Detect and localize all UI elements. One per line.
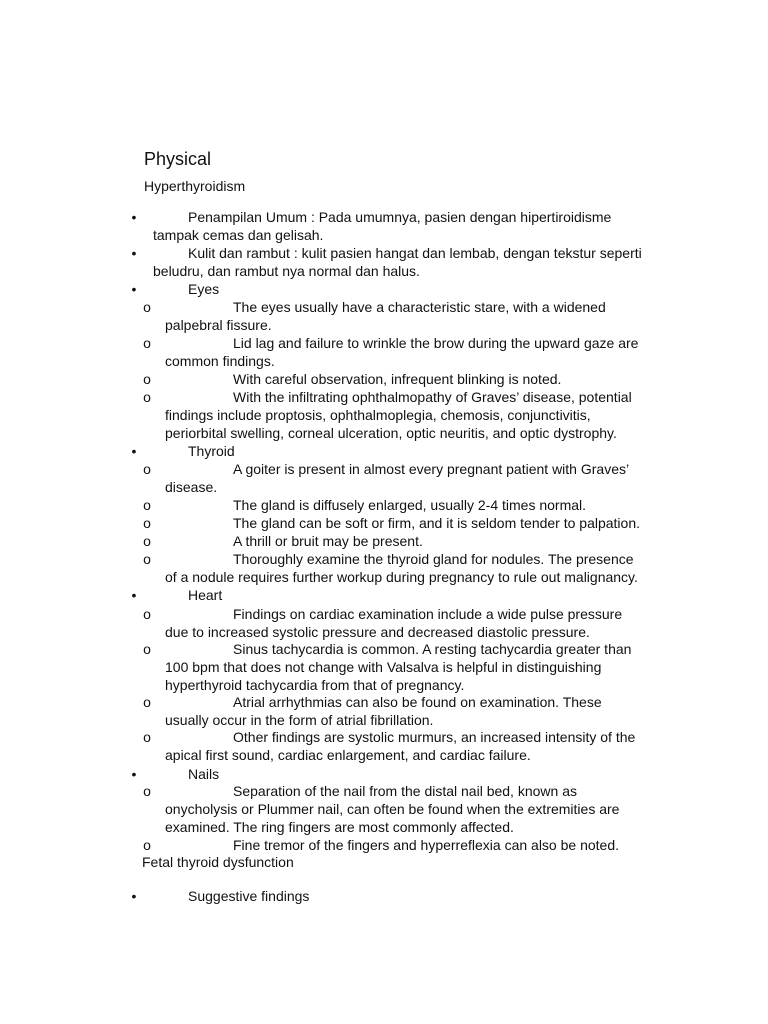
sub-list-item-text-continued: hyperthyroid tachycardia from that of pregnancy. [165,677,465,693]
list-item-text: Kulit dan rambut : kulit pasien hangat dan lembab, dengan tekstur seperti [188,245,642,261]
list-item-text: Heart [188,587,223,603]
sub-bullet-icon: o [143,551,151,567]
section-title: Fetal thyroid dysfunction [142,854,294,870]
sub-list-item-text: The eyes usually have a characteristic stare, with a widened [233,299,606,315]
sub-bullet-icon: o [143,606,151,622]
sub-list-item-text-continued: common findings. [165,353,275,369]
sub-list-item-text-continued: examined. The ring fingers are most commonly affected. [165,819,514,835]
sub-list-item-text: Findings on cardiac examination include a wide pulse pressure [233,606,623,622]
sub-list-item-text-continued: findings include proptosis, ophthalmoplegia, chemosis, conjunctivitis, [165,407,591,423]
sub-list-item-text: Separation of the nail from the distal nail bed, known as [233,783,577,799]
sub-list-item-text-continued: palpebral fissure. [165,317,272,333]
sub-list-item-text: A thrill or bruit may be present. [233,533,423,549]
bullet-icon: • [131,245,137,261]
list-item-text: Eyes [188,281,220,297]
list-item-text: Nails [188,766,220,782]
sub-bullet-icon: o [143,371,151,387]
sub-list-item-text-continued: disease. [165,479,218,495]
sub-list-item-text: Sinus tachycardia is common. A resting tachycardia greater than [233,641,632,657]
sub-list-item-text-continued: of a nodule requires further workup during pregnancy to rule out malignancy. [165,569,638,585]
sub-list-item-text-continued: usually occur in the form of atrial fibrillation. [165,712,434,728]
sub-list-item-text-continued: apical first sound, cardiac enlargement, and cardiac failure. [165,747,531,763]
sub-list-item-text-continued: due to increased systolic pressure and decreased diastolic pressure. [165,624,590,640]
sub-bullet-icon: o [143,497,151,513]
bullet-icon: • [131,209,137,225]
list-item-text-continued: beludru, dan rambut nya normal dan halus. [153,263,420,279]
list-item-text-continued: tampak cemas dan gelisah. [153,227,324,243]
bullet-icon: • [131,766,137,782]
sub-list-item-text-continued: 100 bpm that does not change with Valsalva is helpful in distinguishing [165,659,602,675]
list-item-text: Penampilan Umum : Pada umumnya, pasien dengan hipertiroidisme [188,209,612,225]
sub-bullet-icon: o [143,461,151,477]
sub-list-item-text: Thoroughly examine the thyroid gland for nodules. The presence [233,551,634,567]
sub-bullet-icon: o [143,299,151,315]
bullet-icon: • [131,281,137,297]
sub-bullet-icon: o [143,729,151,745]
sub-bullet-icon: o [143,694,151,710]
sub-list-item-text-continued: periorbital swelling, corneal ulceration, optic neuritis, and optic dystrophy. [165,425,617,441]
sub-list-item-text: Atrial arrhythmias can also be found on examination. These [233,694,602,710]
sub-bullet-icon: o [143,783,151,799]
sub-bullet-icon: o [143,389,151,405]
sub-list-item-text: Other findings are systolic murmurs, an increased intensity of the [233,729,636,745]
list-item-text: Suggestive findings [188,888,310,904]
sub-list-item-text: A goiter is present in almost every pregnant patient with Graves’ [233,461,630,477]
bullet-icon: • [131,443,137,459]
sub-list-item-text: The gland can be soft or firm, and it is seldom tender to palpation. [233,515,641,531]
sub-bullet-icon: o [143,533,151,549]
bullet-icon: • [131,587,137,603]
sub-bullet-icon: o [143,515,151,531]
sub-bullet-icon: o [143,335,151,351]
list-item-text: Thyroid [188,443,235,459]
sub-list-item-text-continued: onycholysis or Plummer nail, can often be found when the extremities are [165,801,620,817]
page-subheading: Hyperthyroidism [144,178,246,194]
sub-list-item-text: Fine tremor of the fingers and hyperreflexia can also be noted. [233,837,619,853]
sub-list-item-text: With careful observation, infrequent blinking is noted. [233,371,562,387]
bullet-icon: • [131,888,137,904]
sub-list-item-text: The gland is diffusely enlarged, usually 2-4 times normal. [233,497,587,513]
sub-list-item-text: With the infiltrating ophthalmopathy of Graves’ disease, potential [233,389,632,405]
sub-list-item-text: Lid lag and failure to wrinkle the brow during the upward gaze are [233,335,639,351]
sub-bullet-icon: o [143,641,151,657]
page-heading: Physical [144,149,212,169]
sub-bullet-icon: o [143,837,151,853]
